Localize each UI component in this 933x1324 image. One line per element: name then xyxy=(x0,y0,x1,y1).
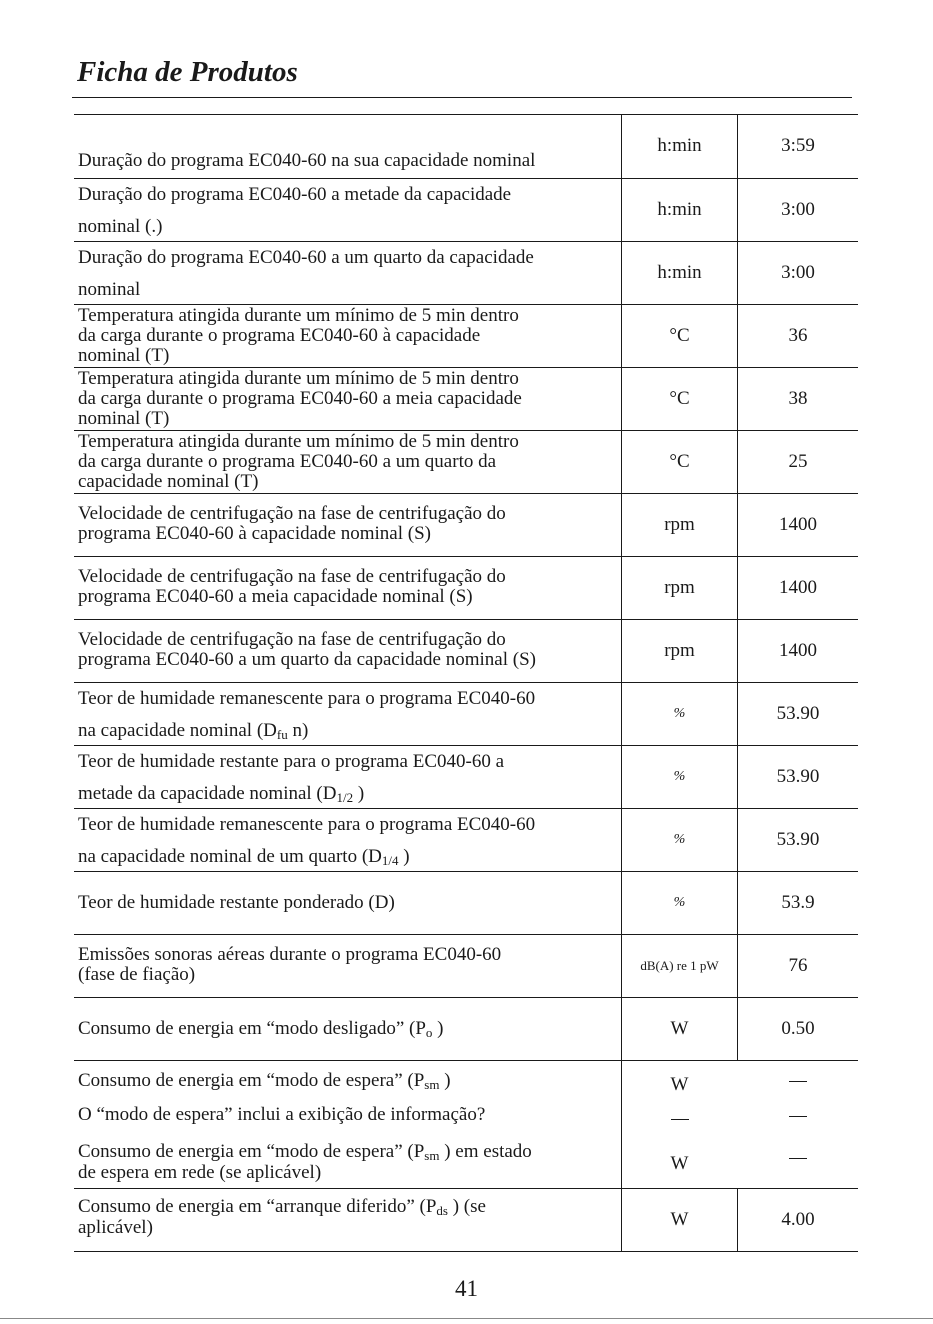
dash-mark xyxy=(789,1158,807,1159)
row-value: 1400 xyxy=(737,557,858,619)
row-value: 3:00 xyxy=(737,179,858,241)
row-unit: % xyxy=(621,809,737,871)
row-description: Velocidade de centrifugação na fase de centrifugação do programa EC040-60 a um quarto da capacidade nominal (S) xyxy=(78,629,536,670)
row-value: 53.90 xyxy=(737,683,858,745)
page-bottom-edge xyxy=(0,1318,933,1319)
row-unit: W W xyxy=(621,1061,737,1188)
row-value: 1400 xyxy=(737,494,858,556)
row-unit: h:min xyxy=(621,179,737,241)
table-row xyxy=(74,997,858,1060)
title-divider xyxy=(72,97,852,98)
row-value: 3:59 xyxy=(737,115,858,178)
row-unit: dB(A) re 1 pW xyxy=(621,935,737,997)
row-description: Duração do programa EC040-60 a metade da capacidade nominal (.) xyxy=(78,184,512,237)
row-value: 53.9 xyxy=(737,872,858,934)
row-description: Consumo de energia em “modo de espera” (Psm ) O “modo de espera” inclui a exibição de informação? Consumo de energia em “modo de espera” (Psm ) em estado de espera em rede (se aplicável) xyxy=(78,1070,532,1183)
row-value xyxy=(737,1061,858,1188)
row-description: Duração do programa EC040-60 a um quarto da capacidade nominal xyxy=(78,247,534,300)
table-row xyxy=(74,682,858,745)
row-unit: W xyxy=(621,998,737,1060)
row-unit: °C xyxy=(621,368,737,430)
row-value: 0.50 xyxy=(737,998,858,1060)
row-description: Teor de humidade restante para o programa EC040-60 a metade da capacidade nominal (D1/2 ) xyxy=(78,751,505,805)
row-description: Consumo de energia em “arranque diferido” (Pds ) (se aplicável) xyxy=(78,1196,486,1238)
standby-group-row xyxy=(74,1060,858,1188)
table-row xyxy=(74,241,858,304)
table-row xyxy=(74,934,858,997)
dash-mark xyxy=(671,1119,689,1120)
table-row xyxy=(74,556,858,619)
table-row xyxy=(74,304,858,367)
row-value: 1400 xyxy=(737,620,858,682)
table-row xyxy=(74,871,858,934)
row-description: Teor de humidade restante ponderado (D) xyxy=(78,892,395,913)
row-value: 25 xyxy=(737,431,858,493)
row-description: Temperatura atingida durante um mínimo de 5 min dentro da carga durante o programa EC040-60 a um quarto da capacidade nominal (T) xyxy=(78,431,519,492)
row-value: 36 xyxy=(737,305,858,367)
row-unit: °C xyxy=(621,431,737,493)
row-description: Duração do programa EC040-60 na sua capacidade nominal xyxy=(78,150,536,171)
table-row xyxy=(74,493,858,556)
row-unit: rpm xyxy=(621,494,737,556)
row-description: Teor de humidade remanescente para o programa EC040-60 na capacidade nominal (Dfu n) xyxy=(78,688,536,742)
row-value: 53.90 xyxy=(737,809,858,871)
table-row xyxy=(74,745,858,808)
dash-mark xyxy=(789,1081,807,1082)
row-unit: °C xyxy=(621,305,737,367)
row-value: 4.00 xyxy=(737,1189,858,1251)
table-row xyxy=(74,430,858,493)
row-value: 3:00 xyxy=(737,242,858,304)
spec-table xyxy=(74,114,858,1252)
row-unit: % xyxy=(621,746,737,808)
row-unit: W xyxy=(621,1189,737,1251)
page-title: Ficha de Produtos xyxy=(77,56,298,88)
row-value: 53.90 xyxy=(737,746,858,808)
row-unit: h:min xyxy=(621,115,737,178)
page-number: 41 xyxy=(455,1276,478,1301)
table-row xyxy=(74,114,858,178)
row-description: Velocidade de centrifugação na fase de centrifugação do programa EC040-60 à capacidade nominal (S) xyxy=(78,503,506,544)
row-description: Consumo de energia em “modo desligado” (Po ) xyxy=(78,1017,444,1040)
row-description: Velocidade de centrifugação na fase de centrifugação do programa EC040-60 a meia capacidade nominal (S) xyxy=(78,566,506,607)
row-value: 38 xyxy=(737,368,858,430)
row-description: Temperatura atingida durante um mínimo de 5 min dentro da carga durante o programa EC040-60 à capacidade nominal (T) xyxy=(78,305,519,366)
row-value: 76 xyxy=(737,935,858,997)
row-unit: h:min xyxy=(621,242,737,304)
table-row xyxy=(74,808,858,871)
table-row xyxy=(74,178,858,241)
row-description: Teor de humidade remanescente para o programa EC040-60 na capacidade nominal de um quarto (D1/4 ) xyxy=(78,814,536,868)
row-unit: % xyxy=(621,872,737,934)
dash-mark xyxy=(789,1116,807,1117)
table-row xyxy=(74,619,858,682)
table-row xyxy=(74,1188,858,1252)
row-description: Temperatura atingida durante um mínimo de 5 min dentro da carga durante o programa EC040-60 a meia capacidade nominal (T) xyxy=(78,368,522,429)
row-description: Emissões sonoras aéreas durante o programa EC040-60 (fase de fiação) xyxy=(78,944,502,985)
table-row xyxy=(74,367,858,430)
row-unit: % xyxy=(621,683,737,745)
row-unit: rpm xyxy=(621,620,737,682)
row-unit: rpm xyxy=(621,557,737,619)
